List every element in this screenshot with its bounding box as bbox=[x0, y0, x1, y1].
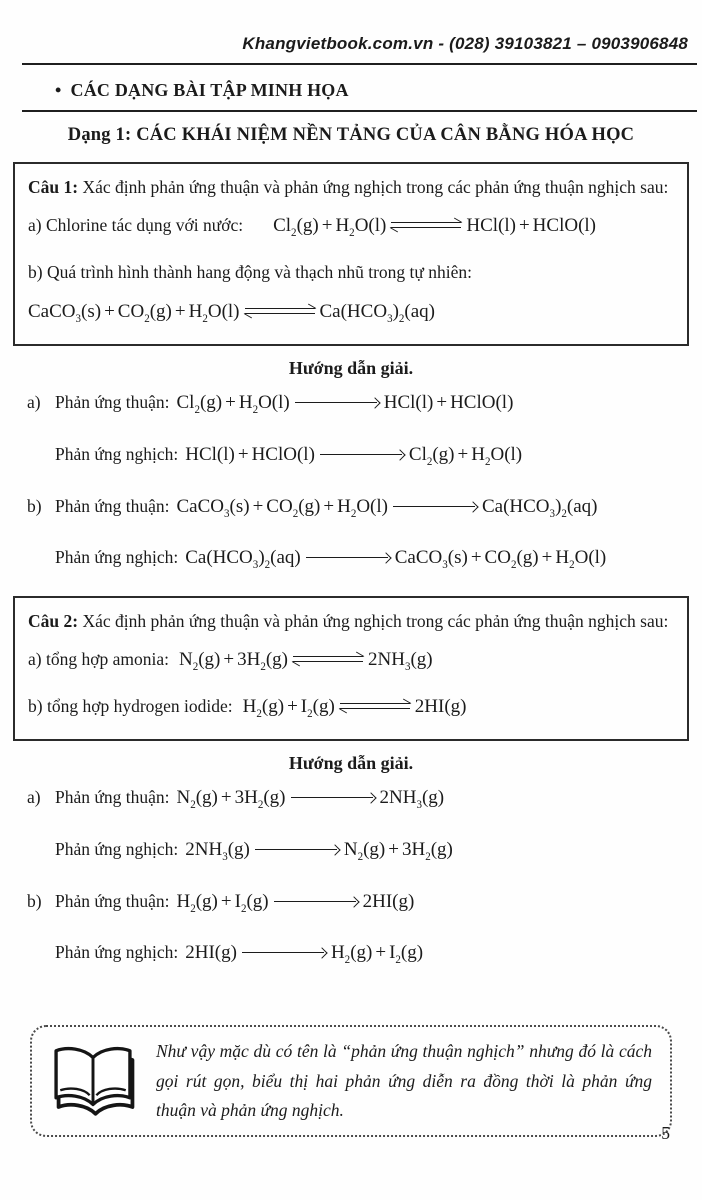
cau1-label: Câu 1: bbox=[28, 177, 79, 197]
cau1-item-b-label: b) Quá trình hình thành hang động và thạch nhũ trong tự nhiên: bbox=[28, 262, 472, 283]
header-text: Khangvietbook.com.vn - (028) 39103821 – 0903906848 bbox=[242, 34, 688, 53]
cau2-item-a bbox=[28, 644, 674, 682]
page-number: 5 bbox=[661, 1123, 670, 1143]
step-label: Phản ứng nghịch: bbox=[55, 443, 179, 464]
cau2-prompt-text: Xác định phản ứng thuận và phản ứng nghịch trong các phản ứng thuận nghịch sau: bbox=[82, 611, 669, 632]
cau2-prompt bbox=[28, 607, 674, 635]
cau2-item-a-label: a) tổng hợp amonia: bbox=[28, 649, 169, 670]
right-arrow-icon bbox=[319, 448, 405, 462]
step-equation: $Ca(HCO_3)_2(aq)$ CaCO$_3$(s) + $CO_2(g) + H_2O(l)$ bbox=[185, 547, 607, 572]
right-arrow-icon bbox=[392, 500, 478, 514]
step-equation: $N_2(g) + 3H_2(g)$ $2NH_3(g)$ bbox=[176, 787, 445, 811]
step-label: Phản ứng thuận: bbox=[55, 495, 170, 516]
solution-step bbox=[27, 782, 702, 820]
page-header bbox=[0, 0, 702, 54]
section-rule bbox=[22, 110, 697, 112]
right-arrow-icon bbox=[241, 946, 327, 960]
solution2-rows bbox=[27, 782, 702, 975]
cau1-item-b-equation: CaCO$_3$(s) + $CO_2(g) + H_2O(l)$ $Ca(HCO_3)_2(aq)$ bbox=[28, 301, 436, 325]
solution1-rows bbox=[27, 387, 702, 580]
right-arrow-icon bbox=[290, 791, 376, 805]
step-equation: $Cl_2(g) + H_2O(l) HCl(l)$ + HClO(l) bbox=[176, 391, 514, 416]
step-marker: a) bbox=[27, 391, 41, 412]
cau1-item-b-equation-line bbox=[28, 296, 674, 334]
dang1-title: Dạng 1: CÁC KHÁI NIỆM NỀN TẢNG CỦA CÂN BẰNG HÓA HỌC bbox=[67, 125, 635, 145]
solution-step bbox=[27, 439, 702, 477]
solution2-heading: Hướng dẫn giải. bbox=[288, 753, 414, 774]
equilibrium-arrow-icon bbox=[244, 304, 316, 319]
solution1-heading: Hướng dẫn giải. bbox=[288, 357, 414, 378]
cau1-prompt-text: Xác định phản ứng thuận và phản ứng nghịch trong các phản ứng thuận nghịch sau: bbox=[82, 177, 669, 197]
cau2-box bbox=[13, 596, 689, 741]
step-label: Phản ứng thuận: bbox=[55, 787, 170, 808]
solution-step bbox=[27, 491, 702, 529]
step-label: Phản ứng nghịch: bbox=[55, 838, 179, 859]
open-book-icon bbox=[46, 1042, 140, 1120]
cau2-label: Câu 2: bbox=[28, 611, 79, 632]
step-equation: $H_2(g) + I_2(g)$ 2HI(g) bbox=[176, 890, 415, 915]
equilibrium-arrow-icon bbox=[339, 699, 411, 714]
cau2-item-b bbox=[28, 691, 674, 729]
step-marker: b) bbox=[27, 890, 42, 911]
right-arrow-icon bbox=[254, 843, 340, 857]
right-arrow-icon bbox=[294, 396, 380, 410]
solution-step bbox=[27, 387, 702, 425]
bullet-icon: • bbox=[55, 80, 62, 100]
cau1-item-a-label: a) Chlorine tác dụng với nước: bbox=[28, 215, 244, 236]
step-label: Phản ứng nghịch: bbox=[55, 547, 179, 568]
cau1-item-a bbox=[28, 210, 674, 248]
right-arrow-icon bbox=[305, 551, 391, 565]
solution-step bbox=[27, 886, 702, 924]
cau2-item-b-label: b) tổng hợp hydrogen iodide: bbox=[28, 696, 233, 717]
equilibrium-arrow-icon bbox=[292, 652, 364, 667]
right-arrow-icon bbox=[273, 895, 359, 909]
section-heading-text: CÁC DẠNG BÀI TẬP MINH HỌA bbox=[70, 80, 349, 100]
step-label: Phản ứng thuận: bbox=[55, 391, 170, 412]
cau1-item-b bbox=[28, 257, 674, 287]
equilibrium-arrow-icon bbox=[390, 218, 462, 233]
step-equation: CaCO$_3$(s) + $CO_2(g) + H_2O(l)$ $Ca(HCO_3)_2(aq)$ bbox=[176, 495, 598, 520]
cau1-prompt bbox=[28, 173, 674, 201]
step-marker: b) bbox=[27, 495, 42, 516]
solution-step bbox=[27, 937, 702, 975]
step-equation: 2HI(g) $H_2(g) + I_2(g)$ bbox=[185, 942, 424, 967]
step-equation: HCl(l) + HClO(l) $Cl_2(g) + H_2O(l)$ bbox=[185, 443, 523, 468]
step-label: Phản ứng nghịch: bbox=[55, 942, 179, 963]
step-label: Phản ứng thuận: bbox=[55, 890, 170, 911]
note-text: Như vậy mặc dù có tên là “phản ứng thuận nghịch” nhưng đó là cách gọi rút gọn, biểu thị hai phản ứng diễn ra đồng thời là phản ứng thuận và phản ứng nghịch. bbox=[156, 1041, 652, 1121]
step-equation: $2NH_3(g) N_2(g) + 3H_2(g)$ bbox=[185, 838, 453, 863]
solution-step bbox=[27, 834, 702, 872]
note-box bbox=[30, 1025, 672, 1137]
solution-step bbox=[27, 542, 702, 580]
cau1-item-a-equation: $Cl_2(g) + H_2O(l)$ HCl(l) + HClO(l) bbox=[273, 215, 596, 240]
cau2-item-a-equation: $N_2(g) + 3H_2(g)$ $2NH_3(g)$ bbox=[178, 649, 433, 674]
cau1-box bbox=[13, 162, 689, 346]
step-marker: a) bbox=[27, 787, 41, 808]
header-rule bbox=[22, 63, 697, 65]
cau2-item-b-equation: $H_2(g) + I_2(g)$ 2HI(g) bbox=[242, 696, 467, 721]
section-heading bbox=[55, 80, 702, 101]
